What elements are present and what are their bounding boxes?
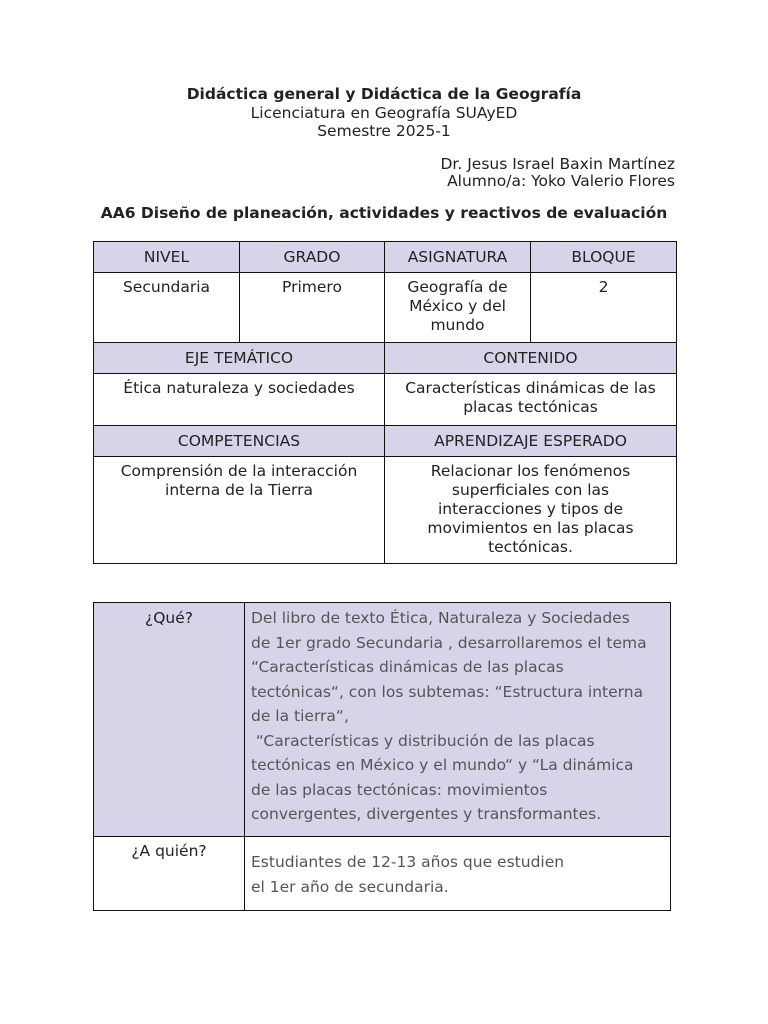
cell-asignatura: Geografía de México y del mundo [385, 273, 531, 343]
header-grado: GRADO [240, 242, 385, 273]
que-line: “Características y distribución de las placas [251, 731, 595, 750]
que-label: ¿Qué? [94, 603, 245, 837]
que-line: tectónicas“, con los subtemas: “Estructura interna [251, 682, 644, 701]
header-aprendizaje: APRENDIZAJE ESPERADO [385, 426, 677, 457]
document-title: Didáctica general y Didáctica de la Geografía [186, 85, 582, 103]
semester: Semestre 2025-1 [317, 122, 451, 140]
quien-line: el 1er año de secundaria. [251, 877, 449, 896]
header-contenido: CONTENIDO [385, 343, 677, 374]
cell-contenido: Características dinámicas de las placas tectónicas [385, 374, 677, 426]
quien-line: Estudiantes de 12-13 años que estudien [251, 853, 565, 871]
header-nivel: NIVEL [94, 242, 240, 273]
cell-nivel: Secundaria [94, 273, 240, 343]
teacher-name: Dr. Jesus Israel Baxin Martínez [440, 155, 675, 173]
activity-title: AA6 Diseño de planeación, actividades y reactivos de evaluación [100, 204, 668, 222]
quien-text [245, 837, 671, 911]
que-line: de las placas tectónicas: movimientos [251, 780, 548, 799]
cell-eje-tematico: Ética naturaleza y sociedades [94, 374, 385, 426]
que-line: tectónicas en México y el mundo“ y “La dinámica [251, 756, 634, 774]
que-line: “Características dinámicas de las placas [251, 658, 564, 676]
que-text [245, 603, 671, 837]
header-bloque: BLOQUE [531, 242, 677, 273]
cell-competencias: Comprensión de la interacción interna de la Tierra [94, 457, 385, 564]
que-line: convergentes, divergentes y transformantes. [251, 805, 602, 823]
header-competencias: COMPETENCIAS [94, 426, 385, 457]
que-quien-table [93, 602, 671, 911]
header-asignatura: ASIGNATURA [385, 242, 531, 273]
quien-label: ¿A quién? [94, 837, 245, 911]
cell-bloque: 2 [531, 273, 677, 343]
planning-table [93, 241, 677, 564]
que-line: Del libro de texto Ética, Naturaleza y Sociedades [251, 609, 630, 627]
student-name: Alumno/a: Yoko Valerio Flores [447, 172, 675, 190]
header-eje-tematico: EJE TEMÁTICO [94, 343, 385, 374]
program-name: Licenciatura en Geografía SUAyED [250, 104, 518, 122]
cell-aprendizaje: Relacionar los fenómenos superficiales con las interacciones y tipos de movimientos en las placas tectónicas. [385, 457, 677, 564]
que-line: de la tierra“, [251, 707, 349, 725]
que-line: de 1er grado Secundaria , desarrollaremos el tema [251, 633, 647, 652]
cell-grado: Primero [240, 273, 385, 343]
